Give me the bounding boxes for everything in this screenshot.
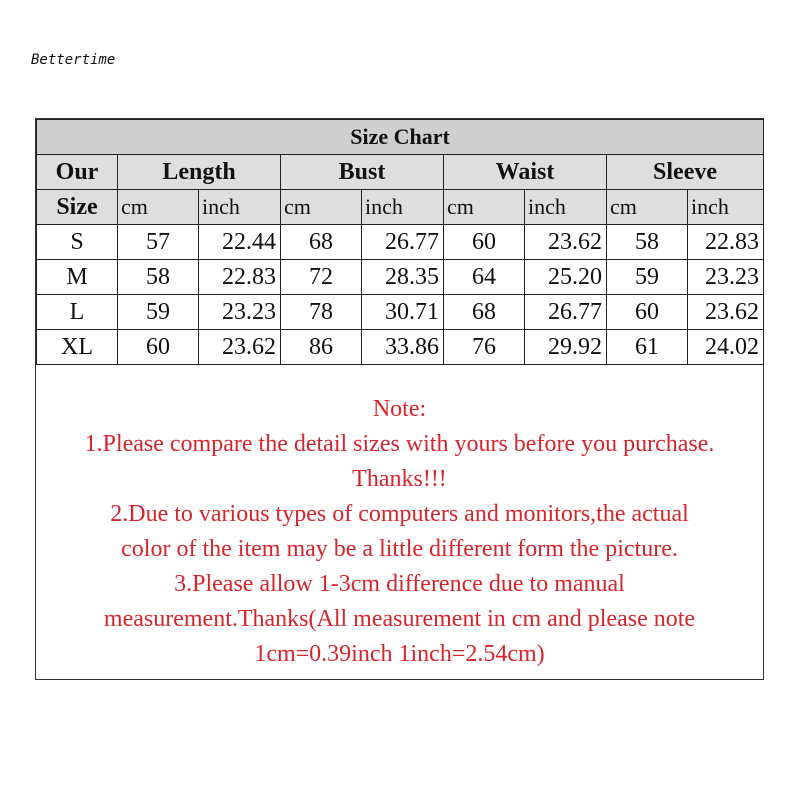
table-cell: 60: [118, 330, 199, 365]
table-cell: 23.23: [199, 295, 281, 330]
table-cell: 23.62: [525, 225, 607, 260]
note-line: 1.Please compare the detail sizes with yours before you purchase.: [84, 431, 715, 457]
size-label: M: [37, 260, 118, 295]
table-cell: 60: [607, 295, 688, 330]
table-cell: 25.20: [525, 260, 607, 295]
title-row: [37, 120, 764, 155]
size-label: L: [37, 295, 118, 330]
table-cell: 59: [118, 295, 199, 330]
table-cell: 22.83: [688, 225, 764, 260]
unit-header: cm: [118, 190, 199, 225]
table-cell: 58: [607, 225, 688, 260]
table-cell: 68: [281, 225, 362, 260]
unit-header: inch: [525, 190, 607, 225]
size-chart-card: [35, 118, 764, 680]
unit-header: cm: [281, 190, 362, 225]
note-line: color of the item may be a little different form the picture.: [121, 536, 678, 562]
note-line: Thanks!!!: [352, 466, 447, 492]
our-size-header-bottom: Size: [37, 190, 118, 225]
group-header-bust: Bust: [281, 155, 444, 190]
note-line: 1cm=0.39inch 1inch=2.54cm): [254, 641, 545, 667]
notes-block: [36, 392, 763, 672]
table-cell: 57: [118, 225, 199, 260]
table-row: [37, 330, 764, 365]
table-cell: 86: [281, 330, 362, 365]
note-line: 3.Please allow 1-3cm difference due to manual: [174, 571, 625, 597]
note-heading: Note:: [372, 396, 427, 422]
table-cell: 64: [444, 260, 525, 295]
table-cell: 72: [281, 260, 362, 295]
table-cell: 61: [607, 330, 688, 365]
unit-header: inch: [199, 190, 281, 225]
table-cell: 59: [607, 260, 688, 295]
table-cell: 78: [281, 295, 362, 330]
brand-label: Bettertime: [31, 52, 116, 68]
table-cell: 30.71: [362, 295, 444, 330]
table-cell: 23.23: [688, 260, 764, 295]
size-chart-table: [36, 119, 764, 365]
table-cell: 23.62: [199, 330, 281, 365]
table-cell: 76: [444, 330, 525, 365]
unit-header: inch: [362, 190, 444, 225]
unit-header-row: [37, 190, 764, 225]
group-header-length: Length: [118, 155, 281, 190]
group-header-row: [37, 155, 764, 190]
unit-header: cm: [607, 190, 688, 225]
size-label: XL: [37, 330, 118, 365]
table-row: [37, 260, 764, 295]
table-cell: 22.83: [199, 260, 281, 295]
table-row: [37, 225, 764, 260]
table-cell: 26.77: [525, 295, 607, 330]
table-cell: 22.44: [199, 225, 281, 260]
table-cell: 60: [444, 225, 525, 260]
table-cell: 58: [118, 260, 199, 295]
unit-header: cm: [444, 190, 525, 225]
group-header-sleeve: Sleeve: [607, 155, 764, 190]
table-cell: 29.92: [525, 330, 607, 365]
table-cell: 24.02: [688, 330, 764, 365]
group-header-waist: Waist: [444, 155, 607, 190]
table-cell: 33.86: [362, 330, 444, 365]
table-cell: 68: [444, 295, 525, 330]
chart-title: Size Chart: [37, 120, 764, 155]
table-row: [37, 295, 764, 330]
table-cell: 28.35: [362, 260, 444, 295]
our-size-header-top: Our: [37, 155, 118, 190]
note-line: measurement.Thanks(All measurement in cm and please note: [103, 606, 696, 632]
size-label: S: [37, 225, 118, 260]
table-cell: 26.77: [362, 225, 444, 260]
unit-header: inch: [688, 190, 764, 225]
note-line: 2.Due to various types of computers and monitors,the actual: [110, 501, 689, 527]
table-cell: 23.62: [688, 295, 764, 330]
